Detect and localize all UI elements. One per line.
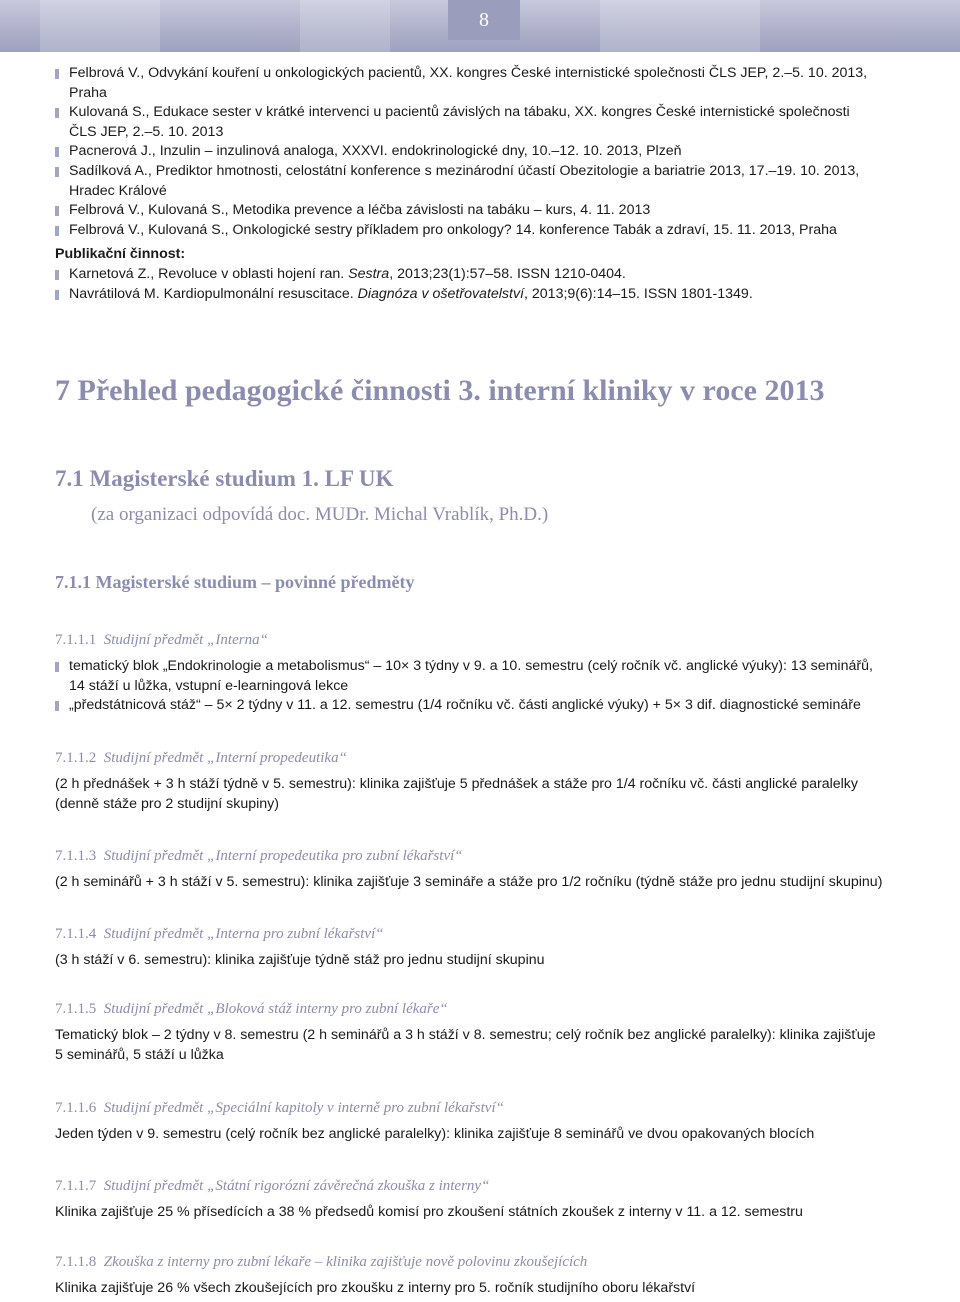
course-number: 7.1.1.3 bbox=[55, 848, 97, 864]
bullet-icon bbox=[55, 206, 59, 216]
list-item-line: Praha bbox=[69, 84, 107, 101]
course-description: (3 h stáží v 6. semestru): klinika zajišťuje týdně stáž pro jednu studijní skupinu bbox=[55, 952, 545, 968]
course-number: 7.1.1.1 bbox=[55, 632, 97, 648]
course-section bbox=[55, 1001, 915, 1065]
course-description: Klinika zajišťuje 25 % přísedících a 38 % předsedů komisí pro zkoušení státních zkoušek z interny v 11. a 12. semestru bbox=[55, 1204, 803, 1220]
bullet-icon bbox=[55, 662, 59, 672]
conference-list bbox=[55, 64, 915, 304]
list-item-line: Hradec Králové bbox=[69, 182, 167, 199]
list-item bbox=[55, 142, 915, 162]
list-item-line: Felbrová V., Kulovaná S., Onkologické sestry příkladem pro onkology? 14. konference Tabák a zdraví, 15. 11. 2013, Praha bbox=[69, 221, 837, 238]
course-title: Studijní předmět „Speciální kapitoly v interně pro zubní lékařství“ bbox=[103, 1100, 504, 1116]
list-item bbox=[55, 657, 915, 696]
course-description: (2 h přednášek + 3 h stáží týdně v 5. semestru): klinika zajišťuje 5 přednášek a stáže pro 1/4 ročníku vč. části anglické paralelky bbox=[55, 776, 858, 792]
course-heading bbox=[55, 632, 915, 649]
section-title: 7.1 Magisterské studium 1. LF UK bbox=[55, 466, 394, 491]
citation-text: Navrátilová M. Kardiopulmonální resuscitace. bbox=[69, 285, 358, 302]
journal-name: Diagnóza v ošetřovatelství bbox=[357, 285, 525, 302]
course-number: 7.1.1.2 bbox=[55, 750, 97, 766]
course-number: 7.1.1.7 bbox=[55, 1178, 97, 1194]
list-item-line: 14 stáží u lůžka, vstupní e-learningová lekce bbox=[69, 677, 349, 694]
header-decoration bbox=[40, 0, 160, 52]
course-description: 5 seminářů, 5 stáží u lůžka bbox=[55, 1046, 224, 1063]
course-description: (denně stáže pro 2 studijní skupiny) bbox=[55, 795, 279, 812]
course-description: Tematický blok – 2 týdny v 8. semestru (2 h seminářů a 3 h stáží v 8. semestru; celý ročník bez anglické paralelky): klinika zajišťuje bbox=[55, 1027, 876, 1043]
header-decoration bbox=[600, 0, 760, 52]
course-title: Zkouška z interny pro zubní lékaře – klinika zajišťuje nově polovinu zkoušejících bbox=[103, 1254, 588, 1270]
course-description: (2 h seminářů + 3 h stáží v 5. semestru): klinika zajišťuje 3 semináře a stáže pro 1/2 ročníku (týdně stáže pro jednu studijní skupinu) bbox=[55, 874, 883, 890]
course-section bbox=[55, 1178, 915, 1223]
list-item-line: „předstátnicová stáž“ – 5× 2 týdny v 11. a 12. semestru (1/4 ročníku vč. části anglické výuky) + 5× 3 dif. diagnostické semináře bbox=[69, 697, 861, 714]
course-title: Studijní předmět „Státní rigorózní závěrečná zkouška z interny“ bbox=[103, 1178, 490, 1194]
section-subtitle: (za organizaci odpovídá doc. MUDr. Michal Vrablík, Ph.D.) bbox=[91, 504, 549, 525]
course-title: Studijní předmět „Interna“ bbox=[103, 632, 268, 648]
bullet-icon bbox=[55, 270, 59, 280]
course-title: Studijní předmět „Interní propedeutika pro zubní lékařství“ bbox=[103, 848, 463, 864]
list-item-line: Sadílková A., Prediktor hmotnosti, celostátní konference s mezinárodní účastí Obezitologie a bariatrie 2013, 17.–19. 10. 2013, bbox=[69, 162, 860, 179]
course-number: 7.1.1.5 bbox=[55, 1001, 97, 1017]
bullet-icon bbox=[55, 701, 59, 711]
journal-name: Sestra bbox=[348, 265, 390, 282]
list-item-line: Pacnerová J., Inzulin – inzulinová analoga, XXXVI. endokrinologické dny, 10.–12. 10. 2013, Plzeň bbox=[69, 143, 682, 160]
course-number: 7.1.1.4 bbox=[55, 926, 97, 942]
course-description: Jeden týden v 9. semestru (celý ročník bez anglické paralelky): klinika zajišťuje 8 seminářů ve dvou opakovaných blocích bbox=[55, 1126, 815, 1142]
list-item bbox=[55, 285, 915, 305]
list-item bbox=[55, 265, 915, 285]
list-item bbox=[55, 64, 915, 103]
course-heading bbox=[55, 1178, 915, 1195]
list-item bbox=[55, 696, 915, 716]
course-section bbox=[55, 926, 915, 971]
course-description: Klinika zajišťuje 26 % všech zkoušejících pro zkoušku z interny pro 5. ročník studijního oboru lékařství bbox=[55, 1280, 696, 1296]
course-title: Studijní předmět „Bloková stáž interny pro zubní lékaře“ bbox=[103, 1001, 448, 1017]
list-item bbox=[55, 162, 915, 201]
list-item bbox=[55, 201, 915, 221]
course-heading bbox=[55, 1254, 915, 1271]
course-section bbox=[55, 1100, 915, 1145]
citation-text: , 2013;23(1):57–58. ISSN 1210-0404. bbox=[389, 265, 626, 282]
bullet-icon bbox=[55, 226, 59, 236]
list-item-line: Kulovaná S., Edukace sester v krátké intervenci u pacientů závislých na tábaku, XX. kongres České internistické společnosti bbox=[69, 104, 850, 121]
list-item bbox=[55, 103, 915, 142]
bullet-icon bbox=[55, 108, 59, 118]
course-heading bbox=[55, 926, 915, 943]
header-band bbox=[0, 0, 960, 52]
course-heading bbox=[55, 750, 915, 767]
course-number: 7.1.1.8 bbox=[55, 1254, 97, 1270]
publications-heading: Publikační činnost: bbox=[55, 246, 186, 263]
course-title: Studijní předmět „Interna pro zubní lékařství“ bbox=[103, 926, 384, 942]
course-heading bbox=[55, 1001, 915, 1018]
list-item bbox=[55, 221, 915, 241]
bullet-icon bbox=[55, 167, 59, 177]
citation-text: , 2013;9(6):14–15. ISSN 1801-1349. bbox=[524, 285, 753, 302]
course-number: 7.1.1.6 bbox=[55, 1100, 97, 1116]
list-item-line: ČLS JEP, 2.–5. 10. 2013 bbox=[69, 123, 224, 140]
bullet-icon bbox=[55, 69, 59, 79]
citation-text: Karnetová Z., Revoluce v oblasti hojení ran. bbox=[69, 265, 349, 282]
course-title: Studijní předmět „Interní propedeutika“ bbox=[103, 750, 347, 766]
subsection-title: 7.1.1 Magisterské studium – povinné předměty bbox=[55, 572, 415, 592]
course-section bbox=[55, 632, 915, 716]
bullet-icon bbox=[55, 147, 59, 157]
course-heading bbox=[55, 848, 915, 865]
course-heading bbox=[55, 1100, 915, 1117]
list-item-line: Felbrová V., Kulovaná S., Metodika prevence a léčba závislosti na tabáku – kurs, 4. 11. 2013 bbox=[69, 202, 651, 219]
course-section bbox=[55, 848, 915, 893]
list-item-line: tematický blok „Endokrinologie a metabolismus“ – 10× 3 týdny v 9. a 10. semestru (celý ročník vč. anglické výuky): 13 seminářů, bbox=[69, 658, 873, 674]
course-section bbox=[55, 750, 915, 814]
bullet-icon bbox=[55, 290, 59, 300]
page-number: 8 bbox=[448, 0, 520, 40]
header-decoration bbox=[300, 0, 390, 52]
chapter-title: 7 Přehled pedagogické činnosti 3. interní kliniky v roce 2013 bbox=[55, 374, 825, 407]
list-item-line: Felbrová V., Odvykání kouření u onkologických pacientů, XX. kongres České internistické společnosti ČLS JEP, 2.–5. 10. 2013, bbox=[69, 65, 868, 81]
course-section bbox=[55, 1254, 915, 1299]
